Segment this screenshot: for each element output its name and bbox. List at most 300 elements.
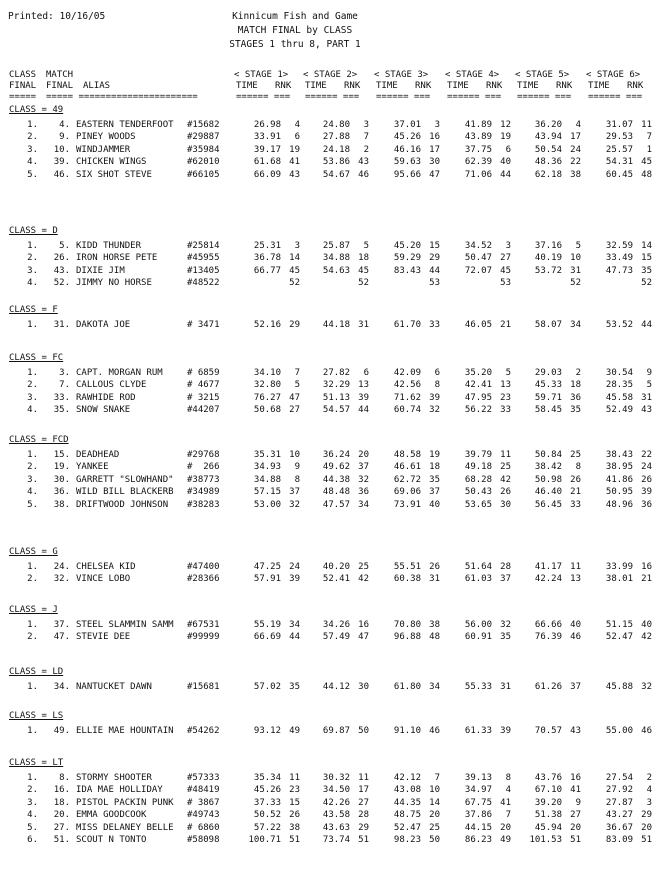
match-place: 4. — [59, 120, 70, 130]
stage-rank: 9 — [294, 462, 300, 473]
header-rnk: RNK — [627, 81, 644, 91]
stage-time: 56.45 — [534, 499, 562, 510]
stage-time: 34.10 — [253, 368, 281, 378]
stage-rank: 5 — [505, 368, 511, 378]
stage-time: 42.12 — [393, 773, 421, 783]
stage-time: 58.07 — [534, 320, 562, 330]
stage-rank: 6 — [363, 368, 369, 378]
stage-rank: 2 — [363, 144, 369, 155]
header-rnk: RNK — [556, 81, 573, 91]
shooter-alias: WINDJAMMER — [76, 144, 131, 155]
match-place: 37. — [53, 620, 70, 630]
stage-rank: 47 — [289, 392, 300, 403]
stage-rank: 43 — [289, 169, 300, 180]
stage-rank: 32 — [500, 620, 511, 630]
header-rule: ====== === — [236, 92, 291, 102]
stage-rank: 11 — [641, 120, 652, 130]
table-row — [0, 368, 656, 380]
stage-rank: 3 — [294, 241, 300, 251]
stage-time: 47.95 — [464, 392, 492, 403]
stage-rank: 46 — [429, 726, 440, 736]
final-place: 4. — [27, 810, 38, 821]
final-place: 2. — [27, 253, 38, 264]
header-time: TIME — [447, 81, 469, 91]
table-row — [0, 170, 656, 182]
match-place: 8. — [59, 773, 70, 783]
table-row — [0, 574, 656, 586]
shooter-alias: CAPT. MORGAN RUM — [76, 368, 163, 378]
stage-rank: 7 — [363, 132, 369, 143]
stage-time: 34.52 — [464, 241, 492, 251]
stage-rank: 13 — [500, 380, 511, 391]
stage-rank: 7 — [646, 132, 652, 143]
table-row — [0, 320, 656, 332]
stage-rank: 44 — [289, 632, 300, 643]
stage-time: 91.10 — [393, 726, 421, 736]
shooter-id: #34989 — [187, 487, 220, 498]
stage-time: 61.80 — [393, 682, 421, 692]
stage-time: 51.13 — [322, 392, 350, 403]
stage-time: 32.80 — [253, 380, 281, 391]
stage-time: 45.94 — [534, 822, 562, 833]
stage-rank: 9 — [646, 368, 652, 378]
stage-time: 83.09 — [605, 835, 633, 845]
stage-time: 66.69 — [253, 632, 281, 643]
shooter-alias: SCOUT N TONTO — [76, 835, 147, 845]
stage-rank: 51 — [358, 835, 369, 845]
stage-rank: 47 — [429, 169, 440, 180]
shooter-alias: DEADHEAD — [76, 450, 120, 460]
stage-time: 57.22 — [253, 822, 281, 833]
class-heading: CLASS = D — [9, 226, 58, 236]
stage-rank: 35 — [500, 632, 511, 643]
stage-rank: 17 — [358, 785, 369, 796]
stage-time: 69.06 — [393, 487, 421, 498]
stage-time: 51.15 — [605, 620, 633, 630]
shooter-alias: YANKEE — [76, 462, 109, 473]
match-place: 10. — [53, 144, 70, 155]
stage-rank: 32 — [289, 499, 300, 510]
stage-rank: 18 — [429, 462, 440, 473]
stage-time: 29.03 — [534, 368, 562, 378]
stage-rank: 5 — [575, 241, 581, 251]
stage-time: 45.26 — [393, 132, 421, 143]
match-place: 36. — [53, 487, 70, 498]
stage-time: 62.72 — [393, 474, 421, 485]
stage-time: 69.87 — [322, 726, 350, 736]
stage-rank: 36 — [570, 392, 581, 403]
stage-rank: 27 — [570, 810, 581, 821]
class-heading: CLASS = F — [9, 305, 58, 315]
header-final: FINAL — [9, 81, 37, 91]
header-rnk: RNK — [415, 81, 432, 91]
shooter-id: # 3471 — [187, 320, 220, 330]
match-place: 49. — [53, 726, 70, 736]
final-place: 4. — [27, 157, 38, 168]
stage-rank: 16 — [570, 773, 581, 783]
final-place: 5. — [27, 822, 38, 833]
stage-time: 48.96 — [605, 499, 633, 510]
shooter-id: #67531 — [187, 620, 220, 630]
shooter-alias: EASTERN TENDERFOOT — [76, 120, 174, 130]
stage-rank: 33 — [570, 499, 581, 510]
stage-rank: 45 — [641, 157, 652, 168]
stage-time: 37.75 — [464, 144, 492, 155]
stage-time: 54.31 — [605, 157, 633, 168]
stage-rank: 36 — [641, 499, 652, 510]
stage-time: 44.38 — [322, 474, 350, 485]
stage-rank: 3 — [505, 241, 511, 251]
stage-rank: 25 — [500, 462, 511, 473]
final-place: 5. — [27, 169, 38, 180]
stage-time: 39.79 — [464, 450, 492, 460]
shooter-id: # 3867 — [187, 797, 220, 808]
table-row — [0, 726, 656, 738]
stage-time: 34.50 — [322, 785, 350, 796]
stage-rank: 27 — [289, 405, 300, 416]
stage-rank: 39 — [289, 574, 300, 585]
stage-rank: 32 — [429, 405, 440, 416]
stage-time: 43.89 — [464, 132, 492, 143]
header-rnk: RNK — [344, 81, 361, 91]
stage-time: 53.52 — [605, 320, 633, 330]
shooter-id: # 4677 — [187, 380, 220, 391]
final-place: 2. — [27, 462, 38, 473]
final-place: 4. — [27, 487, 38, 498]
table-row — [0, 682, 656, 694]
stage-time: 43.76 — [534, 773, 562, 783]
stage-rank: 30 — [500, 499, 511, 510]
stage-time: 57.02 — [253, 682, 281, 692]
stage-rank: 37 — [358, 462, 369, 473]
match-place: 51. — [53, 835, 70, 845]
final-place: 1. — [27, 320, 38, 330]
final-place: 1. — [27, 241, 38, 251]
final-place: 1. — [27, 368, 38, 378]
shooter-id: #48522 — [187, 278, 220, 289]
stage-rank: 22 — [570, 157, 581, 168]
stage-rank: 16 — [641, 562, 652, 572]
stage-time: 42.56 — [393, 380, 421, 391]
header-time: TIME — [376, 81, 398, 91]
stage-time: 52.16 — [253, 320, 281, 330]
match-place: 5. — [59, 241, 70, 251]
stage-rank: 10 — [429, 785, 440, 796]
stage-rank: 4 — [294, 120, 300, 130]
stage-rank: 29 — [289, 320, 300, 330]
report-title-line-2: MATCH FINAL by CLASS — [237, 25, 353, 36]
stage-rank: 4 — [646, 785, 652, 796]
match-place: 27. — [53, 822, 70, 833]
stage-time: 41.17 — [534, 562, 562, 572]
header-rule: ====== === — [588, 92, 643, 102]
shooter-id: #66105 — [187, 169, 220, 180]
stage-time: 47.57 — [322, 499, 350, 510]
stage-rank: 17 — [429, 144, 440, 155]
stage-rank: 45 — [500, 265, 511, 276]
stage-rank: 44 — [641, 320, 652, 330]
shooter-alias: MISS DELANEY BELLE — [76, 822, 174, 833]
stage-rank: 11 — [358, 773, 369, 783]
stage-rank: 5 — [646, 380, 652, 391]
stage-time: 36.67 — [605, 822, 633, 833]
stage-rank: 27 — [500, 253, 511, 264]
stage-rank: 15 — [289, 797, 300, 808]
stage-time: 50.54 — [534, 144, 562, 155]
stage-time: 59.71 — [534, 392, 562, 403]
table-row — [0, 487, 656, 499]
match-place: 38. — [53, 499, 70, 510]
stage-rank: 46 — [358, 169, 369, 180]
stage-time: 62.39 — [464, 157, 492, 168]
stage-time: 95.66 — [393, 169, 421, 180]
shooter-alias: DIXIE JIM — [76, 265, 125, 276]
stage-time: 34.93 — [253, 462, 281, 473]
shooter-alias: CHELSEA KID — [76, 562, 136, 572]
stage-rank: 19 — [289, 144, 300, 155]
header-stage-4: < STAGE 4> — [445, 70, 500, 80]
stage-rank: 22 — [641, 450, 652, 460]
stage-time: 24.18 — [322, 144, 350, 155]
stage-rank: 39 — [429, 392, 440, 403]
header-class: CLASS — [9, 70, 37, 80]
stage-time: 37.86 — [464, 810, 492, 821]
stage-rank: 11 — [289, 773, 300, 783]
stage-rank: 31 — [500, 682, 511, 692]
stage-rank: 20 — [500, 822, 511, 833]
final-place: 3. — [27, 797, 38, 808]
shooter-alias: WILD BILL BLACKERB — [76, 487, 174, 498]
stage-time: 27.87 — [605, 797, 633, 808]
shooter-id: #44207 — [187, 405, 220, 416]
shooter-alias: GARRETT "SLOWHAND" — [76, 474, 174, 485]
stage-rank: 38 — [289, 822, 300, 833]
stage-rank: 3 — [434, 120, 440, 130]
shooter-alias: PINEY WOODS — [76, 132, 136, 143]
match-place: 39. — [53, 157, 70, 168]
table-row — [0, 380, 656, 392]
table-row — [0, 145, 656, 157]
header-stage-1: < STAGE 1> — [234, 70, 289, 80]
stage-time: 100.71 — [248, 835, 281, 845]
stage-rank: 6 — [505, 144, 511, 155]
final-place: 2. — [27, 380, 38, 391]
stage-rank: 14 — [429, 797, 440, 808]
shooter-id: #99999 — [187, 632, 220, 643]
stage-rank: 28 — [358, 810, 369, 821]
shooter-alias: CHICKEN WINGS — [76, 157, 147, 168]
stage-time: 39.20 — [534, 797, 562, 808]
final-place: 2. — [27, 632, 38, 643]
stage-time: 25.57 — [605, 144, 633, 155]
final-place: 4. — [27, 405, 38, 416]
header-rule: ===== ====================== — [46, 92, 198, 102]
stage-time: 43.94 — [534, 132, 562, 143]
shooter-id: #48419 — [187, 785, 220, 796]
table-row — [0, 266, 656, 278]
stage-time: 35.20 — [464, 368, 492, 378]
stage-rank: 39 — [500, 726, 511, 736]
stage-rank: 52 — [641, 278, 652, 289]
match-place: 47. — [53, 632, 70, 643]
stage-time: 37.33 — [253, 797, 281, 808]
stage-time: 44.18 — [322, 320, 350, 330]
stage-time: 48.36 — [534, 157, 562, 168]
stage-time: 98.23 — [393, 835, 421, 845]
table-row — [0, 132, 656, 144]
header-rnk: RNK — [275, 81, 292, 91]
shooter-id: #29887 — [187, 132, 220, 143]
final-place: 3. — [27, 144, 38, 155]
stage-rank: 38 — [429, 620, 440, 630]
stage-time: 44.12 — [322, 682, 350, 692]
stage-rank: 20 — [570, 822, 581, 833]
shooter-alias: NANTUCKET DAWN — [76, 682, 152, 692]
stage-rank: 29 — [429, 253, 440, 264]
shooter-id: #29768 — [187, 450, 220, 460]
stage-time: 36.78 — [253, 253, 281, 264]
stage-time: 35.34 — [253, 773, 281, 783]
stage-time: 62.18 — [534, 169, 562, 180]
stage-time: 41.89 — [464, 120, 492, 130]
shooter-id: #15681 — [187, 682, 220, 692]
stage-rank: 32 — [358, 474, 369, 485]
stage-rank: 41 — [289, 157, 300, 168]
stage-rank: 31 — [641, 392, 652, 403]
stage-time: 50.84 — [534, 450, 562, 460]
stage-rank: 29 — [358, 822, 369, 833]
stage-rank: 52 — [358, 278, 369, 289]
stage-rank: 10 — [570, 253, 581, 264]
stage-rank: 32 — [641, 682, 652, 692]
stage-rank: 25 — [570, 450, 581, 460]
match-place: 15. — [53, 450, 70, 460]
stage-time: 96.88 — [393, 632, 421, 643]
table-row — [0, 798, 656, 810]
stage-time: 36.20 — [534, 120, 562, 130]
class-heading: CLASS = LT — [9, 758, 64, 768]
stage-time: 52.49 — [605, 405, 633, 416]
table-row — [0, 241, 656, 253]
table-row — [0, 835, 656, 847]
final-place: 3. — [27, 474, 38, 485]
stage-rank: 40 — [500, 157, 511, 168]
stage-time: 59.63 — [393, 157, 421, 168]
header-rule: ====== === — [447, 92, 502, 102]
stage-rank: 34 — [358, 499, 369, 510]
match-place: 9. — [59, 132, 70, 143]
shooter-id: #35984 — [187, 144, 220, 155]
stage-time: 43.58 — [322, 810, 350, 821]
header-stage-5: < STAGE 5> — [515, 70, 570, 80]
shooter-id: #54262 — [187, 726, 220, 736]
table-row — [0, 500, 656, 512]
stage-time: 49.18 — [464, 462, 492, 473]
stage-time: 29.53 — [605, 132, 633, 143]
stage-rank: 3 — [363, 120, 369, 130]
stage-rank: 7 — [434, 773, 440, 783]
stage-rank: 28 — [500, 562, 511, 572]
stage-time: 67.75 — [464, 797, 492, 808]
stage-time: 73.74 — [322, 835, 350, 845]
stage-time: 55.00 — [605, 726, 633, 736]
shooter-id: #38283 — [187, 499, 220, 510]
shooter-id: # 6860 — [187, 822, 220, 833]
stage-rank: 42 — [641, 632, 652, 643]
match-place: 46. — [53, 169, 70, 180]
stage-rank: 38 — [570, 169, 581, 180]
header-rnk: RNK — [486, 81, 503, 91]
match-place: 19. — [53, 462, 70, 473]
match-place: 33. — [53, 392, 70, 403]
stage-rank: 40 — [570, 620, 581, 630]
stage-time: 38.43 — [605, 450, 633, 460]
stage-rank: 17 — [570, 132, 581, 143]
match-place: 43. — [53, 265, 70, 276]
table-row — [0, 632, 656, 644]
final-place: 3. — [27, 392, 38, 403]
class-heading: CLASS = LD — [9, 667, 64, 677]
stage-time: 57.91 — [253, 574, 281, 585]
stage-time: 54.63 — [322, 265, 350, 276]
stage-rank: 41 — [570, 785, 581, 796]
stage-rank: 20 — [641, 822, 652, 833]
stage-rank: 31 — [570, 265, 581, 276]
stage-time: 61.70 — [393, 320, 421, 330]
stage-time: 52.47 — [605, 632, 633, 643]
final-place: 4. — [27, 278, 38, 289]
stage-rank: 1 — [646, 144, 652, 155]
final-place: 1. — [27, 726, 38, 736]
stage-rank: 39 — [641, 487, 652, 498]
stage-time: 25.31 — [253, 241, 281, 251]
stage-time: 70.57 — [534, 726, 562, 736]
stage-rank: 34 — [289, 620, 300, 630]
stage-time: 46.05 — [464, 320, 492, 330]
stage-rank: 15 — [429, 241, 440, 251]
stage-time: 61.33 — [464, 726, 492, 736]
stage-rank: 47 — [358, 632, 369, 643]
final-place: 1. — [27, 773, 38, 783]
shooter-alias: EMMA GOODCOOK — [76, 810, 147, 821]
shooter-alias: SIX SHOT STEVE — [76, 169, 152, 180]
header-rule: ====== === — [305, 92, 360, 102]
stage-time: 39.17 — [253, 144, 281, 155]
shooter-id: #47400 — [187, 562, 220, 572]
stage-time: 60.45 — [605, 169, 633, 180]
stage-rank: 25 — [429, 822, 440, 833]
stage-rank: 37 — [429, 487, 440, 498]
stage-time: 66.77 — [253, 265, 281, 276]
stage-rank: 20 — [429, 810, 440, 821]
table-row — [0, 810, 656, 822]
shooter-alias: KIDD THUNDER — [76, 241, 142, 251]
stage-time: 60.74 — [393, 405, 421, 416]
stage-time: 31.07 — [605, 120, 633, 130]
stage-time: 50.95 — [605, 487, 633, 498]
match-place: 26. — [53, 253, 70, 264]
final-place: 2. — [27, 785, 38, 796]
stage-rank: 26 — [570, 474, 581, 485]
stage-rank: 31 — [429, 574, 440, 585]
final-place: 1. — [27, 620, 38, 630]
stage-time: 55.19 — [253, 620, 281, 630]
stage-time: 52.47 — [393, 822, 421, 833]
stage-rank: 23 — [289, 785, 300, 796]
stage-time: 41.86 — [605, 474, 633, 485]
stage-time: 56.00 — [464, 620, 492, 630]
stage-time: 56.22 — [464, 405, 492, 416]
